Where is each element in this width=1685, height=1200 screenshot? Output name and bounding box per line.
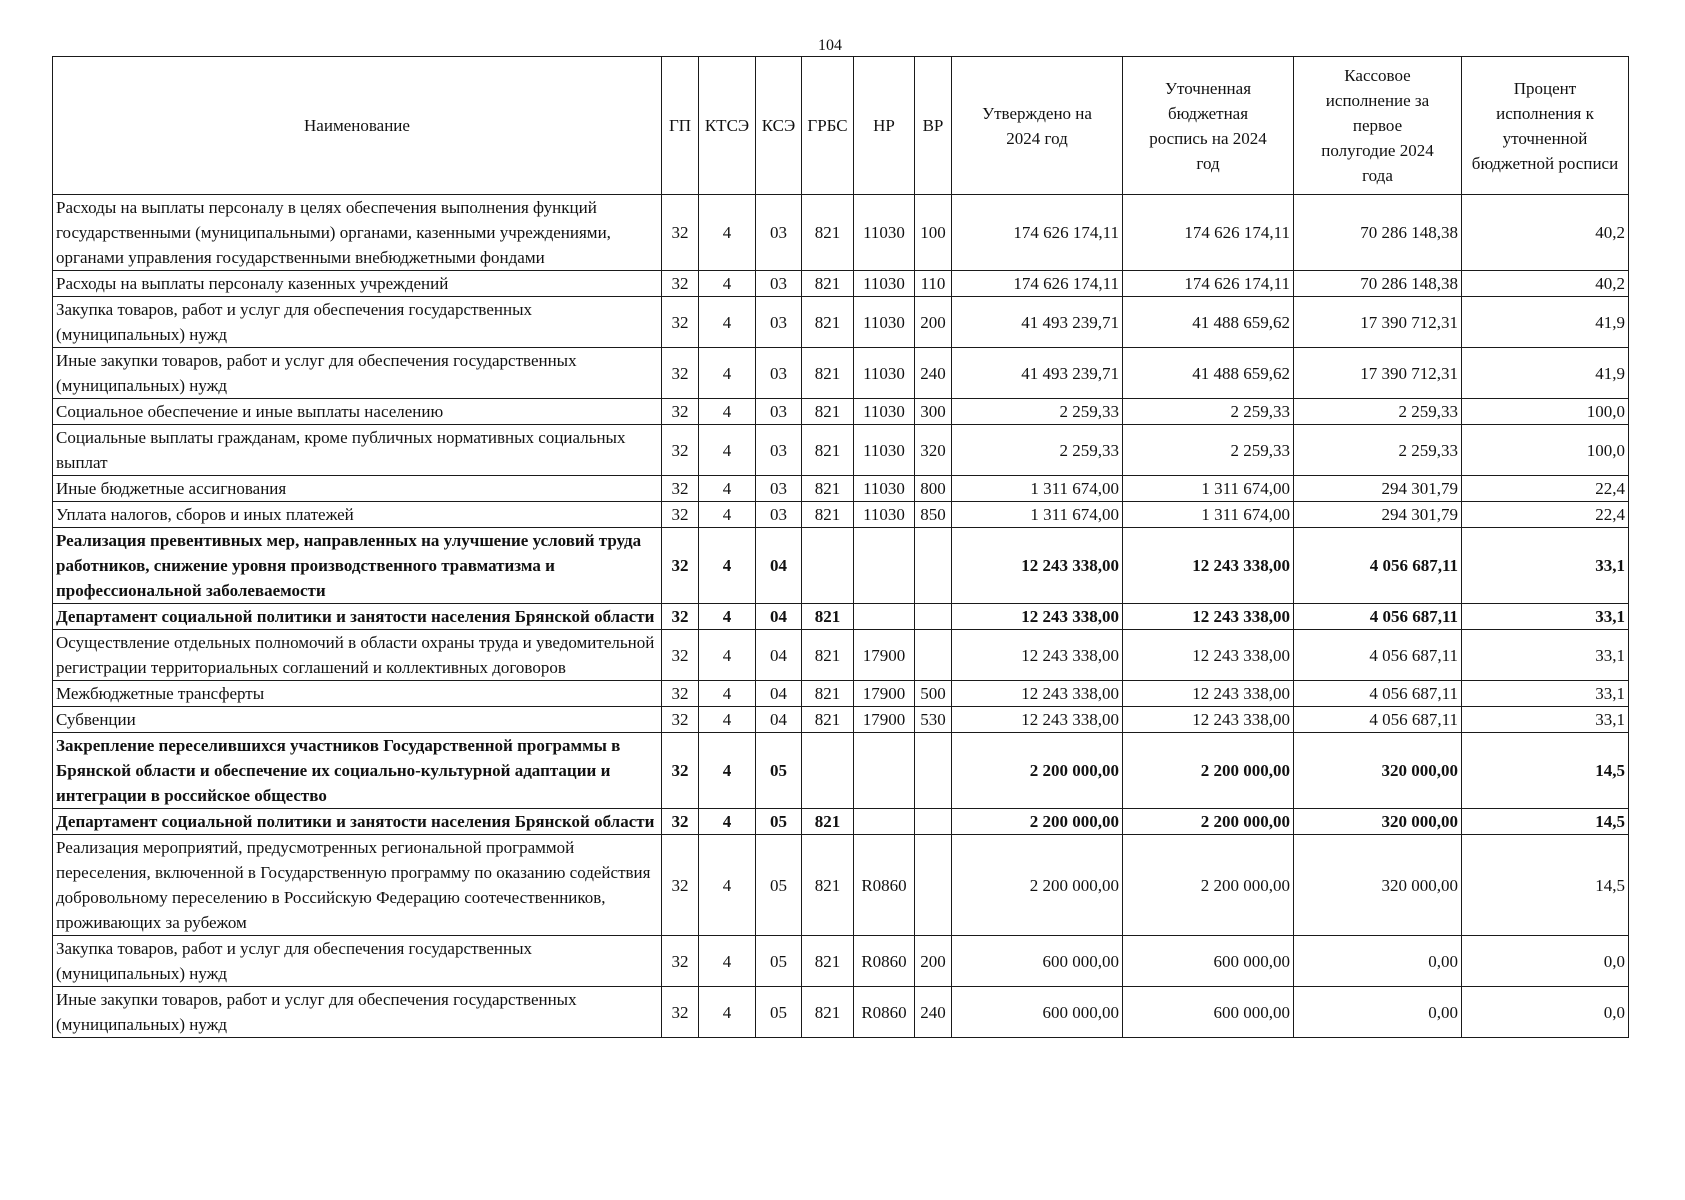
cell-gp: 32 [662, 528, 699, 604]
cell-name: Иные закупки товаров, работ и услуг для обеспечения государственных (муниципальных) нужд [53, 987, 662, 1038]
table-row [53, 936, 1629, 987]
cell-percent: 41,9 [1462, 297, 1629, 348]
cell-refined: 12 243 338,00 [1123, 604, 1294, 630]
cell-name: Департамент социальной политики и занятости населения Брянской области [53, 604, 662, 630]
cell-nr: 11030 [854, 399, 915, 425]
cell-refined: 2 200 000,00 [1123, 835, 1294, 936]
cell-grbs: 821 [802, 271, 854, 297]
cell-name: Департамент социальной политики и занятости населения Брянской области [53, 809, 662, 835]
cell-kse: 04 [756, 707, 802, 733]
cell-kse: 05 [756, 835, 802, 936]
header-ktse: КТСЭ [699, 57, 756, 195]
cell-grbs [802, 733, 854, 809]
header-refined: Уточненная бюджетная роспись на 2024 год [1123, 57, 1294, 195]
cell-ktse: 4 [699, 707, 756, 733]
cell-approved: 12 243 338,00 [952, 528, 1123, 604]
cell-name: Осуществление отдельных полномочий в области охраны труда и уведомительной регистрации территориальных соглашений и коллективных договоров [53, 630, 662, 681]
cell-refined: 12 243 338,00 [1123, 528, 1294, 604]
cell-vr: 100 [915, 195, 952, 271]
cell-percent: 100,0 [1462, 425, 1629, 476]
cell-vr: 240 [915, 987, 952, 1038]
cell-vr [915, 604, 952, 630]
cell-ktse: 4 [699, 528, 756, 604]
cell-gp: 32 [662, 604, 699, 630]
cell-approved: 2 200 000,00 [952, 809, 1123, 835]
cell-approved: 2 259,33 [952, 399, 1123, 425]
cell-approved: 41 493 239,71 [952, 348, 1123, 399]
header-percent: Процент исполнения к уточненной бюджетной росписи [1462, 57, 1629, 195]
cell-ktse: 4 [699, 936, 756, 987]
table-row [53, 476, 1629, 502]
cell-cash: 4 056 687,11 [1294, 630, 1462, 681]
cell-ktse: 4 [699, 987, 756, 1038]
table-row [53, 835, 1629, 936]
cell-refined: 41 488 659,62 [1123, 348, 1294, 399]
cell-ktse: 4 [699, 476, 756, 502]
cell-refined: 2 259,33 [1123, 425, 1294, 476]
cell-cash: 4 056 687,11 [1294, 528, 1462, 604]
budget-execution-table [52, 56, 1629, 1038]
cell-kse: 03 [756, 502, 802, 528]
cell-vr [915, 733, 952, 809]
cell-approved: 12 243 338,00 [952, 681, 1123, 707]
cell-name: Закрепление переселившихся участников Государственной программы в Брянской области и обеспечение их социально-культурной адаптации и интеграции в российское общество [53, 733, 662, 809]
cell-grbs [802, 528, 854, 604]
cell-nr: 11030 [854, 297, 915, 348]
cell-approved: 600 000,00 [952, 936, 1123, 987]
cell-gp: 32 [662, 733, 699, 809]
cell-vr: 530 [915, 707, 952, 733]
cell-nr: R0860 [854, 936, 915, 987]
cell-grbs: 821 [802, 936, 854, 987]
cell-ktse: 4 [699, 399, 756, 425]
cell-approved: 2 259,33 [952, 425, 1123, 476]
cell-approved: 2 200 000,00 [952, 835, 1123, 936]
cell-name: Расходы на выплаты персоналу в целях обеспечения выполнения функций государственными (муниципальными) органами, казенными учреждениями, органами управления государственными внебюджетными фондами [53, 195, 662, 271]
cell-gp: 32 [662, 195, 699, 271]
cell-vr [915, 528, 952, 604]
cell-cash: 4 056 687,11 [1294, 707, 1462, 733]
cell-kse: 05 [756, 936, 802, 987]
cell-vr: 110 [915, 271, 952, 297]
cell-vr [915, 630, 952, 681]
cell-vr: 500 [915, 681, 952, 707]
cell-grbs: 821 [802, 630, 854, 681]
cell-nr: 11030 [854, 425, 915, 476]
cell-cash: 0,00 [1294, 936, 1462, 987]
cell-percent: 0,0 [1462, 987, 1629, 1038]
cell-approved: 12 243 338,00 [952, 630, 1123, 681]
cell-name: Закупка товаров, работ и услуг для обеспечения государственных (муниципальных) нужд [53, 936, 662, 987]
cell-cash: 320 000,00 [1294, 835, 1462, 936]
cell-percent: 0,0 [1462, 936, 1629, 987]
cell-grbs: 821 [802, 604, 854, 630]
cell-gp: 32 [662, 835, 699, 936]
cell-gp: 32 [662, 809, 699, 835]
table-row [53, 399, 1629, 425]
table-row [53, 297, 1629, 348]
cell-name: Иные закупки товаров, работ и услуг для обеспечения государственных (муниципальных) нужд [53, 348, 662, 399]
cell-approved: 174 626 174,11 [952, 195, 1123, 271]
cell-name: Межбюджетные трансферты [53, 681, 662, 707]
cell-gp: 32 [662, 271, 699, 297]
cell-nr: 17900 [854, 630, 915, 681]
table-row [53, 707, 1629, 733]
table-row [53, 809, 1629, 835]
cell-ktse: 4 [699, 835, 756, 936]
cell-refined: 600 000,00 [1123, 936, 1294, 987]
table-row [53, 425, 1629, 476]
cell-cash: 2 259,33 [1294, 399, 1462, 425]
cell-kse: 04 [756, 630, 802, 681]
cell-refined: 2 259,33 [1123, 399, 1294, 425]
cell-gp: 32 [662, 681, 699, 707]
cell-grbs: 821 [802, 809, 854, 835]
cell-ktse: 4 [699, 733, 756, 809]
table-header [53, 57, 1629, 195]
cell-vr: 300 [915, 399, 952, 425]
cell-approved: 41 493 239,71 [952, 297, 1123, 348]
cell-kse: 03 [756, 425, 802, 476]
cell-vr: 200 [915, 297, 952, 348]
cell-nr [854, 809, 915, 835]
cell-grbs: 821 [802, 297, 854, 348]
cell-refined: 1 311 674,00 [1123, 476, 1294, 502]
header-row [53, 57, 1629, 195]
cell-nr: 11030 [854, 476, 915, 502]
cell-nr [854, 604, 915, 630]
cell-grbs: 821 [802, 348, 854, 399]
cell-percent: 33,1 [1462, 528, 1629, 604]
cell-ktse: 4 [699, 271, 756, 297]
cell-refined: 1 311 674,00 [1123, 502, 1294, 528]
cell-percent: 100,0 [1462, 399, 1629, 425]
cell-vr [915, 835, 952, 936]
cell-cash: 294 301,79 [1294, 476, 1462, 502]
cell-nr: R0860 [854, 987, 915, 1038]
table-row [53, 987, 1629, 1038]
cell-percent: 41,9 [1462, 348, 1629, 399]
cell-vr [915, 809, 952, 835]
cell-name: Уплата налогов, сборов и иных платежей [53, 502, 662, 528]
table-row [53, 604, 1629, 630]
cell-vr: 320 [915, 425, 952, 476]
cell-kse: 03 [756, 195, 802, 271]
table-row [53, 195, 1629, 271]
cell-cash: 4 056 687,11 [1294, 604, 1462, 630]
cell-approved: 12 243 338,00 [952, 707, 1123, 733]
cell-ktse: 4 [699, 297, 756, 348]
cell-approved: 174 626 174,11 [952, 271, 1123, 297]
cell-percent: 33,1 [1462, 681, 1629, 707]
cell-ktse: 4 [699, 630, 756, 681]
cell-gp: 32 [662, 297, 699, 348]
page-number: 104 [818, 37, 842, 54]
cell-refined: 174 626 174,11 [1123, 271, 1294, 297]
cell-nr [854, 733, 915, 809]
cell-nr: 17900 [854, 681, 915, 707]
table-row [53, 630, 1629, 681]
cell-percent: 14,5 [1462, 835, 1629, 936]
cell-cash: 4 056 687,11 [1294, 681, 1462, 707]
cell-grbs: 821 [802, 476, 854, 502]
cell-ktse: 4 [699, 502, 756, 528]
cell-refined: 600 000,00 [1123, 987, 1294, 1038]
cell-refined: 41 488 659,62 [1123, 297, 1294, 348]
cell-percent: 22,4 [1462, 476, 1629, 502]
cell-gp: 32 [662, 707, 699, 733]
cell-grbs: 821 [802, 835, 854, 936]
cell-vr: 200 [915, 936, 952, 987]
cell-name: Реализация превентивных мер, направленных на улучшение условий труда работников, снижение уровня производственного травматизма и профессиональной заболеваемости [53, 528, 662, 604]
cell-kse: 05 [756, 809, 802, 835]
cell-approved: 1 311 674,00 [952, 476, 1123, 502]
cell-percent: 33,1 [1462, 707, 1629, 733]
header-kse: КСЭ [756, 57, 802, 195]
cell-cash: 17 390 712,31 [1294, 348, 1462, 399]
cell-cash: 294 301,79 [1294, 502, 1462, 528]
cell-kse: 04 [756, 604, 802, 630]
cell-gp: 32 [662, 987, 699, 1038]
cell-approved: 1 311 674,00 [952, 502, 1123, 528]
cell-percent: 22,4 [1462, 502, 1629, 528]
header-gp: ГП [662, 57, 699, 195]
table-row [53, 502, 1629, 528]
table-row [53, 733, 1629, 809]
cell-nr: R0860 [854, 835, 915, 936]
cell-name: Закупка товаров, работ и услуг для обеспечения государственных (муниципальных) нужд [53, 297, 662, 348]
cell-percent: 40,2 [1462, 271, 1629, 297]
cell-cash: 70 286 148,38 [1294, 271, 1462, 297]
cell-nr: 11030 [854, 195, 915, 271]
cell-percent: 33,1 [1462, 604, 1629, 630]
header-nr: НР [854, 57, 915, 195]
cell-kse: 03 [756, 348, 802, 399]
cell-refined: 2 200 000,00 [1123, 809, 1294, 835]
cell-gp: 32 [662, 630, 699, 681]
cell-cash: 17 390 712,31 [1294, 297, 1462, 348]
cell-cash: 2 259,33 [1294, 425, 1462, 476]
cell-ktse: 4 [699, 681, 756, 707]
cell-grbs: 821 [802, 987, 854, 1038]
cell-refined: 12 243 338,00 [1123, 707, 1294, 733]
table-row [53, 681, 1629, 707]
cell-kse: 04 [756, 528, 802, 604]
table-row [53, 348, 1629, 399]
cell-percent: 40,2 [1462, 195, 1629, 271]
cell-nr: 11030 [854, 502, 915, 528]
cell-nr [854, 528, 915, 604]
header-cash: Кассовое исполнение за первое полугодие 2024 года [1294, 57, 1462, 195]
cell-cash: 320 000,00 [1294, 733, 1462, 809]
cell-vr: 850 [915, 502, 952, 528]
cell-gp: 32 [662, 348, 699, 399]
table-row [53, 271, 1629, 297]
cell-refined: 12 243 338,00 [1123, 681, 1294, 707]
cell-nr: 17900 [854, 707, 915, 733]
cell-kse: 03 [756, 399, 802, 425]
cell-kse: 03 [756, 297, 802, 348]
header-approved: Утверждено на 2024 год [952, 57, 1123, 195]
cell-approved: 2 200 000,00 [952, 733, 1123, 809]
header-grbs: ГРБС [802, 57, 854, 195]
cell-percent: 14,5 [1462, 809, 1629, 835]
cell-kse: 03 [756, 476, 802, 502]
header-name: Наименование [53, 57, 662, 195]
cell-kse: 05 [756, 987, 802, 1038]
cell-cash: 320 000,00 [1294, 809, 1462, 835]
header-vr: ВР [915, 57, 952, 195]
cell-name: Расходы на выплаты персоналу казенных учреждений [53, 271, 662, 297]
cell-refined: 12 243 338,00 [1123, 630, 1294, 681]
cell-name: Реализация мероприятий, предусмотренных региональной программой переселения, включенной в Государственную программу по оказанию содействия добровольному переселению в Российскую Федерацию соотечественников, проживающих за рубежом [53, 835, 662, 936]
cell-approved: 600 000,00 [952, 987, 1123, 1038]
cell-refined: 2 200 000,00 [1123, 733, 1294, 809]
cell-grbs: 821 [802, 399, 854, 425]
cell-name: Социальное обеспечение и иные выплаты населению [53, 399, 662, 425]
cell-kse: 05 [756, 733, 802, 809]
cell-kse: 03 [756, 271, 802, 297]
cell-gp: 32 [662, 425, 699, 476]
cell-grbs: 821 [802, 681, 854, 707]
cell-grbs: 821 [802, 425, 854, 476]
table-body [53, 195, 1629, 1038]
cell-ktse: 4 [699, 425, 756, 476]
cell-ktse: 4 [699, 195, 756, 271]
cell-gp: 32 [662, 936, 699, 987]
cell-ktse: 4 [699, 604, 756, 630]
cell-gp: 32 [662, 476, 699, 502]
cell-name: Социальные выплаты гражданам, кроме публичных нормативных социальных выплат [53, 425, 662, 476]
cell-nr: 11030 [854, 271, 915, 297]
cell-grbs: 821 [802, 707, 854, 733]
cell-kse: 04 [756, 681, 802, 707]
cell-cash: 70 286 148,38 [1294, 195, 1462, 271]
cell-vr: 800 [915, 476, 952, 502]
cell-gp: 32 [662, 502, 699, 528]
cell-grbs: 821 [802, 195, 854, 271]
cell-ktse: 4 [699, 348, 756, 399]
table-row [53, 528, 1629, 604]
cell-gp: 32 [662, 399, 699, 425]
cell-ktse: 4 [699, 809, 756, 835]
cell-percent: 33,1 [1462, 630, 1629, 681]
cell-nr: 11030 [854, 348, 915, 399]
cell-approved: 12 243 338,00 [952, 604, 1123, 630]
cell-vr: 240 [915, 348, 952, 399]
cell-percent: 14,5 [1462, 733, 1629, 809]
cell-name: Иные бюджетные ассигнования [53, 476, 662, 502]
cell-grbs: 821 [802, 502, 854, 528]
cell-cash: 0,00 [1294, 987, 1462, 1038]
cell-name: Субвенции [53, 707, 662, 733]
cell-refined: 174 626 174,11 [1123, 195, 1294, 271]
